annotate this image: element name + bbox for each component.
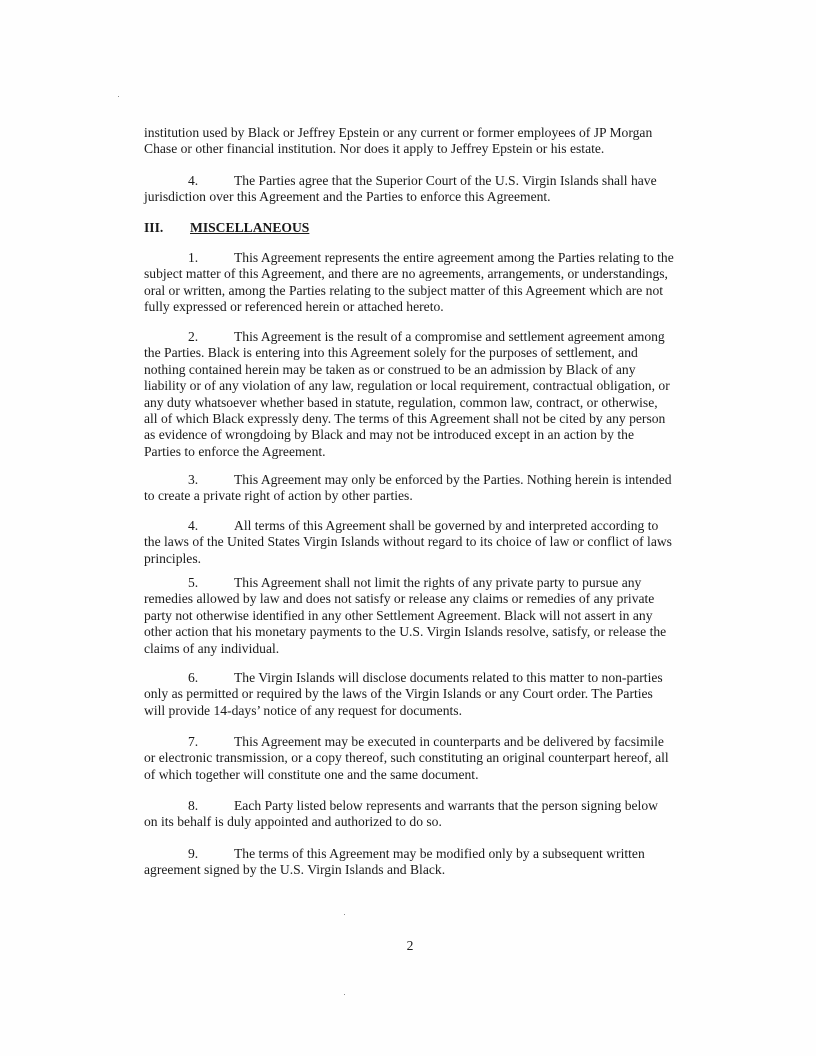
clause-text: This Agreement shall not limit the rights of any private party to pursue any remedies allowed by law and does not satisfy or release any claims or remedies of any private party not otherwise identified in any other Settlement Agreement. Black will not assert in any other action that his monetary payments to the U.S. Virgin Islands resolve, satisfy, or release the claims of any individual. [144,575,667,656]
clause-number: 5. [188,575,199,590]
section-heading [144,220,309,236]
clause-5 [144,575,674,657]
clause-3 [144,472,674,505]
clause-text: The Virgin Islands will disclose documents related to this matter to non-parties only as permitted or required by the laws of the Virgin Islands or any Court order. The Parties will provide 14-days’ notice of any request for documents. [144,670,663,718]
clause-number: 3. [188,472,199,487]
clause-number: 2. [188,329,199,344]
clause-number: 1. [188,250,199,265]
clause-text: This Agreement represents the entire agreement among the Parties relating to the subject matter of this Agreement, and there are no agreements, arrangements, or understandings, oral or written, among the Parties relating to the subject matter of this Agreement which are not fully expressed or referenced herein or attached hereto. [144,250,674,315]
clause-9 [144,846,674,879]
paragraph-text: The Parties agree that the Superior Court of the U.S. Virgin Islands shall have jurisdiction over this Agreement and the Parties to enforce this Agreement. [144,173,657,205]
clause-text: All terms of this Agreement shall be governed by and interpreted according to the laws of the United States Virgin Islands without regard to its choice of law or conflict of laws principles. [144,518,672,566]
clause-4 [144,518,674,567]
intro-paragraph: institution used by Black or Jeffrey Epstein or any current or former employees of JP Morgan Chase or other financial institution. Nor does it apply to Jeffrey Epstein or his estate. [144,125,653,157]
scan-speck [344,994,345,995]
section-title: MISCELLANEOUS [190,220,310,235]
clause-text: Each Party listed below represents and warrants that the person signing below on its behalf is duly appointed and authorized to do so. [144,798,658,830]
clause-text: This Agreement may only be enforced by the Parties. Nothing herein is intended to create a private right of action by other parties. [144,472,672,504]
clause-number: 8. [188,798,199,813]
clause-number: 9. [188,846,199,861]
scan-speck [118,96,119,97]
paragraph-4 [144,173,674,206]
clause-text: The terms of this Agreement may be modified only by a subsequent written agreement signed by the U.S. Virgin Islands and Black. [144,846,645,878]
clause-6 [144,670,674,719]
clause-8 [144,798,674,831]
section-numeral: III. [144,220,164,235]
paragraph-number: 4. [188,173,199,188]
clause-number: 6. [188,670,199,685]
clause-number: 7. [188,734,199,749]
clause-7 [144,734,674,783]
clause-text: This Agreement may be executed in counterparts and be delivered by facsimile or electronic transmission, or a copy thereof, such constituting an original counterpart hereof, all of which together will constitute one and the same document. [144,734,669,782]
clause-1 [144,250,674,316]
scan-speck [344,914,345,915]
clause-number: 4. [188,518,199,533]
clause-2 [144,329,674,460]
page-number: 2 [406,938,414,953]
clause-text: This Agreement is the result of a compromise and settlement agreement among the Parties. Black is entering into this Agreement solely for the purposes of settlement, and nothing contained herein may be taken as or construed to be an admission by Black of any liability or of any violation of any law, regulation or local requirement, contractual obligation, or any duty whatsoever whether based in statute, regulation, common law, contract, or otherwise, all of which Black expressly deny. The terms of this Agreement shall not be cited by any person as evidence of wrongdoing by Black and may not be introduced except in an action by the Parties to enforce the Agreement. [144,329,670,459]
